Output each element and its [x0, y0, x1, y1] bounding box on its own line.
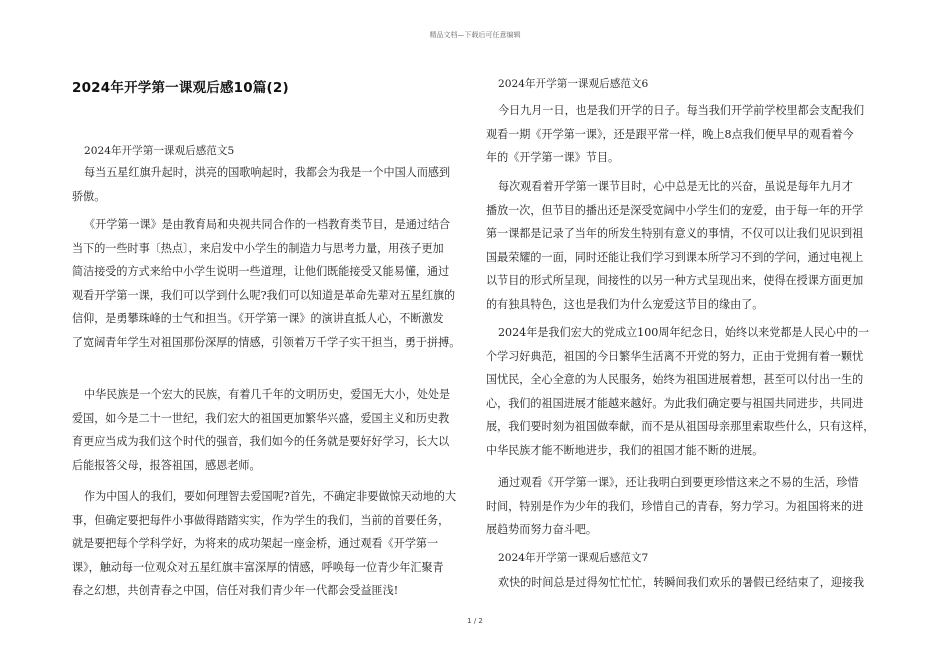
- text-line: 中华民族是一个宏大的民族，有着几千年的文明历史，爱国无大小，处处是: [84, 388, 451, 401]
- document-title: 2024年开学第一课观后感10篇(2): [72, 80, 289, 96]
- text-line: 观看一期《开学第一课》，还是跟平常一样，晚上8点我们便早早的观看着今: [486, 127, 854, 141]
- text-line: 每当五星红旗升起时，洪亮的国歌响起时，我都会为我是一个中国人而感到: [84, 166, 451, 179]
- text-line: 展，我们要时刻为祖国做奉献，而不是从祖国母亲那里索取些什么，只有这样，: [486, 420, 875, 433]
- text-line: 简洁接受的方式来给中小学生说明一些道理，让他们既能接受又能易懂，通过: [72, 265, 450, 278]
- text-line: 第一课都是记录了当年的所发生特别有意义的事情，不仅可以让我们见识到祖: [486, 227, 864, 240]
- left-paragraph-4: [72, 485, 464, 603]
- section-heading-7: 2024年开学第一课观后感范文7: [498, 552, 649, 564]
- text-line: 个学习好典范，祖国的今日繁华生活离不开党的努力，正由于党拥有着一颗忧: [486, 349, 864, 363]
- text-line: 2024年是我们宏大的党成立100周年纪念日，始终以来党都是人民心中的一: [498, 326, 870, 339]
- section-heading-5: 2024年开学第一课观后感范文5: [84, 145, 235, 157]
- text-line: 课》，触动每一位观众对五星红旗丰富深厚的情感，呼唤每一位青少年汇聚青: [72, 560, 444, 574]
- right-paragraph-3: [486, 321, 878, 462]
- right-paragraph-5: [486, 571, 878, 595]
- text-line: 当下的一些时事〔热点〕，来启发中小学生的制造力与思考力量，用孩子更加: [72, 241, 444, 255]
- section-heading-6: 2024年开学第一课观后感范文6: [498, 78, 649, 90]
- text-line: 国忧民，全心全意的为人民服务，始终为祖国进展着想，甚至可以付出一生的: [486, 373, 864, 386]
- text-line: 就是要把每个学科学好，为将来的成功架起一座金桥，通过观看《开学第一: [72, 537, 439, 550]
- right-paragraph-1: [486, 99, 878, 170]
- text-line: 春之幻想，共创青春之中国，信任对我们青少年一代都会受益匪浅!: [72, 584, 399, 597]
- text-line: 育更应当成为我们这个时代的强音，我们如今的任务就是要好好学习，长大以: [72, 435, 450, 448]
- text-line: 作为中国人的我们，要如何理智去爱国呢?首先，不确定非要做惊天动地的大: [84, 490, 457, 503]
- text-line: 通过观看《开学第一课》，还让我明白到要更珍惜这来之不易的生活，珍惜: [498, 476, 859, 489]
- text-line: 播放一次，但节目的播出还是深受宽阔中小学生们的宠爱，由于每一年的开学: [486, 203, 864, 217]
- text-line: 了宽阔青年学生对祖国那份深厚的情感，引领着万千学子实干担当，勇于拼搏。: [72, 335, 461, 349]
- text-line: 欢快的时间总是过得匆忙忙忙，转瞬间我们欢乐的暑假已经结束了，迎接我: [498, 576, 865, 589]
- text-line: 中华民族才能不断地进步，我们的祖国才能不断的进展。: [486, 443, 764, 457]
- text-line: 时间，特别是作为少年的我们，珍惜自己的青春，努力学习。为祖国将来的进: [486, 499, 864, 513]
- text-line: 年的《开学第一课》节目。: [486, 151, 620, 164]
- text-line: 《开学第一课》是由教育局和央视共同合作的一档教育类节目，是通过结合: [84, 218, 451, 231]
- right-paragraph-2: [486, 175, 878, 316]
- header-note: 精品文档—下载后可任意编辑: [429, 31, 521, 39]
- text-line: 的有独具特色，这也是我们为什么宠爱这节目的缘由了。: [486, 297, 764, 311]
- text-line: 爱国，如今是二十一世纪，我们宏大的祖国更加繁华兴盛，爱国主义和历史教: [72, 411, 450, 425]
- text-line: 后能报答父母，报答祖国，感恩老师。: [72, 458, 261, 472]
- text-line: 信仰，是勇攀珠峰的士气和担当。《开学第一课》的演讲直抵人心，不断激发: [72, 312, 444, 325]
- text-line: 事，但确定要把每件小事做得踏踏实实，作为学生的我们，当前的首要任务，: [72, 513, 450, 527]
- text-line: 观看开学第一课，我们可以学到什么呢?我们可以知道是革命先辈对五星红旗的: [72, 288, 456, 302]
- left-paragraph-3: [72, 383, 464, 477]
- text-line: 以节目的形式所呈现，间接性的以另一种方式呈现出来，使得在授课方面更加: [486, 274, 864, 287]
- page-number: 1 / 2: [467, 617, 483, 625]
- text-line: 骄傲。: [72, 189, 106, 203]
- text-line: 展趋势而努力奋斗吧。: [486, 523, 597, 536]
- left-paragraph-2: [72, 213, 464, 354]
- text-line: 国最荣耀的一面，同时还能让我们学习到课本所学习不到的学问，通过电视上: [486, 250, 864, 264]
- right-paragraph-4: [486, 471, 878, 542]
- text-line: 每次观看着开学第一课节目时，心中总是无比的兴奋，虽说是每年九月才: [498, 180, 854, 193]
- left-paragraph-1: [72, 161, 464, 208]
- text-line: 心，我们的祖国进展才能越来越好。为此我们确定要与祖国共同进步，共同进: [486, 396, 864, 410]
- text-line: 今日九月一日，也是我们开学的日子。每当我们开学前学校里都会支配我们: [498, 104, 865, 117]
